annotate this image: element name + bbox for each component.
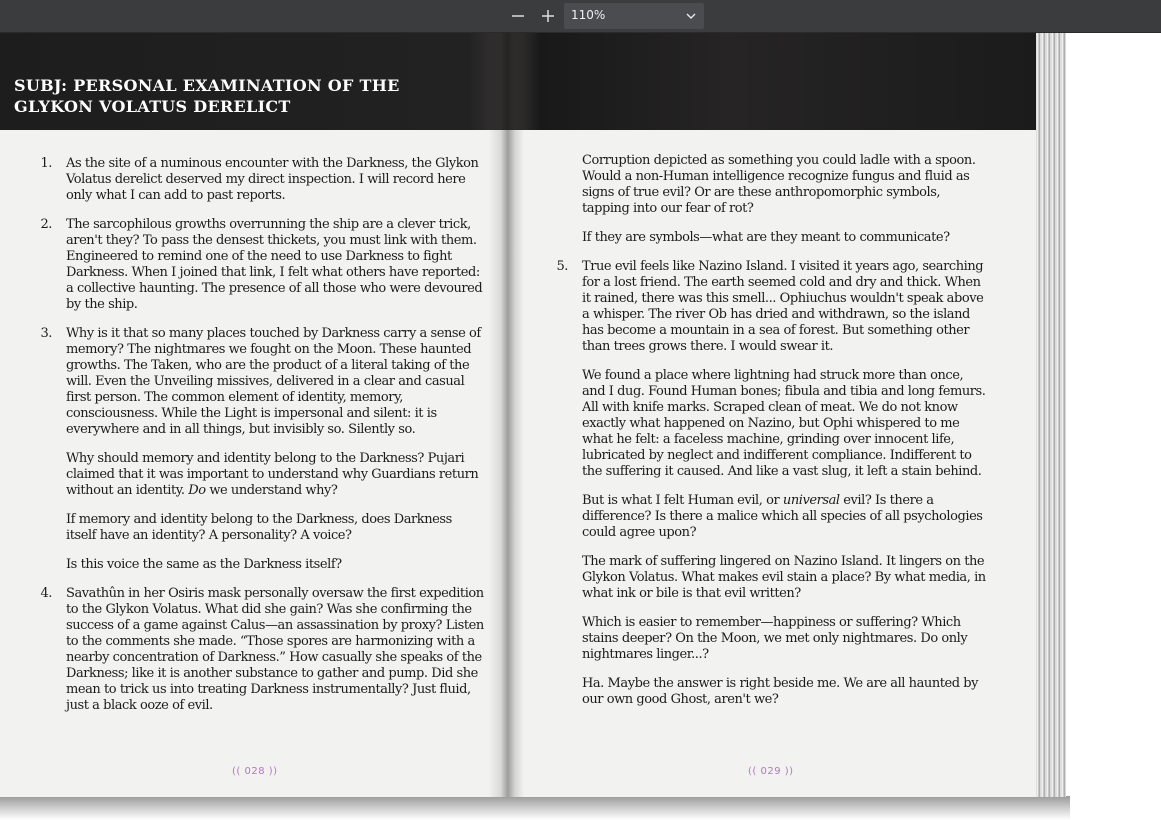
plus-icon — [541, 9, 555, 23]
paragraph: Which is easier to remember—happiness or suffering? Which stains deeper? On the Moon, we met only nightmares. Do only nightmares linger...? — [582, 615, 968, 662]
paragraph-text: evil? Is there a difference? Is there a malice which all species of all psychologies could agree upon? — [582, 493, 983, 540]
item-text: Savathûn in her Osiris mask personally oversaw the first expedition to the Glykon Volatus. What did she gain? Was she confirming the success of a game against Calus—an assassination by proxy? Listen to the comments she made. “Those spores are harmonizing with a nearby concentration of Darkness.” How casually she speaks of the Darkness; like it is another substance to gather and pump. Did she mean to trick us into treating Darkness instrumentally? Just fluid, just a black ooze of evil. — [66, 586, 484, 713]
item-text: Why is it that so many places touched by Darkness carry a sense of memory? The nightmares we fought on the Moon. These haunted growths. The Taken, who are the product of a literal taking of the will. Even the Unveiling missives, delivered in a clear and casual first person. The common element of identity, memory, consciousness. While the Light is impersonal and silent: it is everywhere and in all things, but invisibly so. Silently so. — [66, 326, 481, 437]
book-spine — [488, 33, 524, 797]
list-item — [32, 217, 484, 313]
item-number: 2. — [40, 217, 52, 232]
item-text: True evil feels like Nazino Island. I visited it years ago, searching for a lost friend. The earth seemed cold and dry and thick. When it rained, there was this smell... Ophiuchus wouldn't speak above a whisper. The river Ob has dried and withdrawn, so the island has become a mountain in a sea of forest. But something other than trees grows there. I would swear it. — [582, 259, 984, 354]
item-number: 4. — [40, 586, 52, 601]
emphasis-text: universal — [782, 493, 840, 508]
item-text: As the site of a numinous encounter with the Darkness, the Glykon Volatus derelict deserved my direct inspection. I will record here only what I can add to past reports. — [66, 156, 479, 203]
item-number: 1. — [40, 156, 52, 171]
item-text: The sarcophilous growths overrunning the ship are a clever trick, aren't they? To pass the densest thickets, you must link with them. Engineered to remind one of the need to use Darkness to fight Darkness. When I joined that link, I felt what others have reported: a collective haunting. The presence of all those who were devoured by the ship. — [66, 217, 483, 312]
chevron-down-icon — [686, 11, 696, 21]
pdf-toolbar — [0, 0, 1161, 33]
minus-icon — [511, 9, 525, 23]
zoom-level-value: 110% — [571, 8, 606, 22]
emphasis-text: Do — [188, 483, 206, 498]
right-page-text — [548, 153, 988, 721]
paragraph-text: we understand why? — [205, 483, 338, 498]
paragraph-text: Why should memory and identity belong to the Darkness? Pujari claimed that it was important to understand why Guardians return without an identity. — [66, 451, 479, 498]
page-spread — [0, 33, 1066, 797]
paragraph — [66, 451, 484, 499]
list-item — [32, 586, 484, 714]
zoom-out-button[interactable] — [506, 4, 530, 28]
item-number: 3. — [40, 326, 52, 341]
paragraph: The mark of suffering lingered on Nazino Island. It lingers on the Glykon Volatus. What makes evil stain a place? By what media, in what ink or bile is that evil written? — [582, 554, 986, 601]
paragraph: Is this voice the same as the Darkness itself? — [66, 557, 342, 572]
list-item — [32, 326, 484, 438]
paragraph — [582, 493, 988, 541]
page-edges — [1036, 33, 1066, 797]
left-page-text — [32, 156, 484, 727]
zoom-in-button[interactable] — [536, 4, 560, 28]
document-title: SUBJ: PERSONAL EXAMINATION OF THE GLYKON VOLATUS DERELICT — [14, 76, 400, 116]
paragraph: Ha. Maybe the answer is right beside me. We are all haunted by our own good Ghost, aren't we? — [582, 676, 979, 707]
page-number-left: (( 028 )) — [232, 766, 278, 777]
paragraph: We found a place where lightning had struck more than once, and I dug. Found Human bones; fibula and tibia and long femurs. All with knife marks. Scraped clean of meat. We do not know exactly what happened on Nazino, but Ophi whispered to me what he felt: a faceless machine, grinding over innocent life, lubricated by neglect and indifferent compliance. Indifferent to the suffering it caused. And like a vast slug, it left a stain behind. — [582, 368, 986, 479]
paragraph-text: But is what I felt Human evil, or — [582, 493, 783, 508]
paragraph: If memory and identity belong to the Darkness, does Darkness itself have an identity? A personality? A voice? — [66, 512, 452, 543]
zoom-level-dropdown[interactable] — [564, 3, 704, 29]
list-item — [548, 259, 988, 355]
list-item — [32, 156, 484, 204]
document-viewer[interactable] — [0, 33, 1161, 820]
page-number-right: (( 029 )) — [748, 766, 794, 777]
item-number: 5. — [556, 259, 568, 274]
paragraph: Corruption depicted as something you could ladle with a spoon. Would a non-Human intelligence recognize fungus and fluid as signs of true evil? Or are these anthropomorphic symbols, tapping into our fear of rot? — [582, 153, 976, 216]
page-shadow — [0, 796, 1070, 820]
paragraph: If they are symbols—what are they meant to communicate? — [582, 230, 950, 245]
